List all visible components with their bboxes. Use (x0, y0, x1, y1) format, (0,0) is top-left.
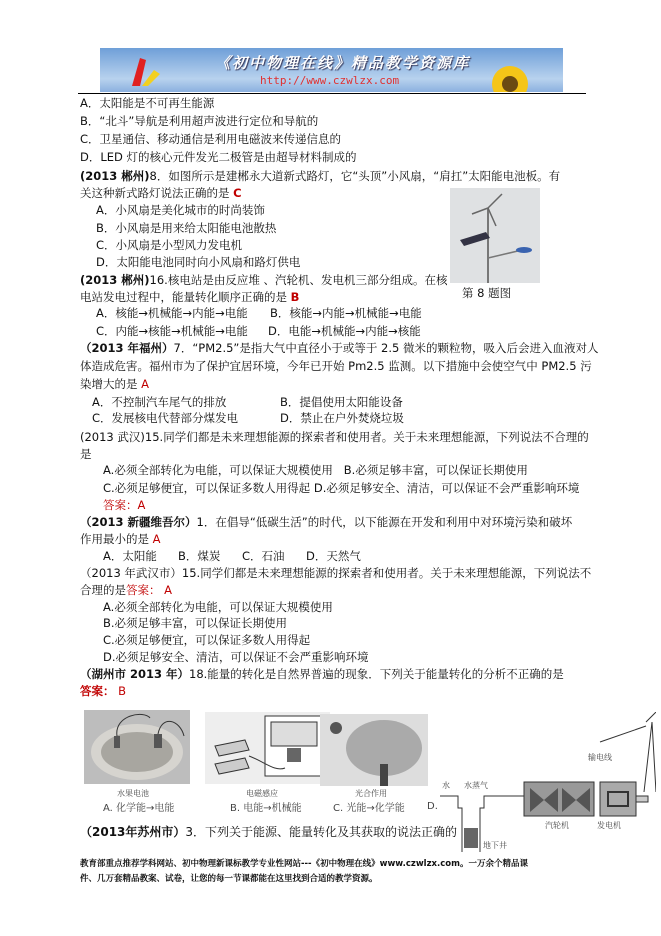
option-d: D．天然气 (306, 549, 361, 563)
well-label: 地下井 (483, 841, 507, 850)
fig-c-label: C. 光能→化学能 (333, 803, 405, 814)
question-8-line2 (80, 185, 242, 201)
banner-title: 《初中物理在线》精品教学资源库 (215, 54, 471, 72)
footer-line1: 教育部重点推荐学科网站、初中物理新课标教学专业性网站---《初中物理在线》www.czwlzx.com。一万余个精品课 (80, 859, 528, 869)
answer: B (118, 684, 127, 698)
fig-d-label: D. (427, 801, 438, 812)
answer: A (164, 583, 173, 597)
header-divider (78, 93, 586, 94)
answer-label: 答案： (126, 583, 161, 597)
electromagnetic-induction-figure (205, 712, 330, 784)
answer-line (80, 683, 126, 699)
stem: 关这种新式路灯说法正确的是 (80, 186, 230, 200)
option-b: B．小风扇是用来给太阳能电池散热 (96, 221, 277, 235)
option-a: A．太阳能 (103, 549, 157, 563)
turbine-label: 汽轮机 (545, 821, 569, 830)
footer-line2: 件、几万套精品教案、试卷，让您的每一节课都能在这里找到合适的教学资源。 (80, 874, 378, 884)
question-1-line1 (80, 514, 572, 530)
source: （2013 年福州） (80, 341, 174, 355)
option-a: A．小风扇是美化城市的时尚装饰 (96, 203, 265, 217)
option-d: D．禁止在户外焚烧垃圾 (280, 411, 404, 425)
option-a: A．核能→机械能→内能→电能 (96, 306, 248, 320)
option-c: C．小风扇是小型风力发电机 (96, 238, 243, 252)
question-15b-line2 (80, 582, 172, 598)
option-row-ab (103, 462, 528, 478)
stem: 18.能量的转化是自然界普遍的现象．下列关于能量转化的分析不正确的是 (189, 667, 564, 681)
source: （2013 年武汉市） (80, 566, 182, 580)
question-15b-line1 (80, 565, 591, 581)
stem: 作用最小的是 (80, 532, 149, 546)
option-b: B．提倡使用太阳能设备 (280, 395, 403, 409)
option-b: B．核能→内能→机械能→电能 (270, 306, 422, 320)
stem: 3．下列关于能源、能量转化及其获取的说法正确的 (185, 825, 458, 839)
stem: 15.同学们都是未来理想能源的探索者和使用者。关于未来理想能源，下列说法不合理的 (144, 430, 589, 444)
answer: A (152, 532, 161, 546)
answer: A (137, 498, 146, 512)
option-b: B．煤炭 (178, 549, 221, 563)
fig-c-title: 光合作用 (355, 789, 387, 798)
answer: B (290, 290, 300, 304)
stem: 8．如图所示是建郴永大道新式路灯，它“头顶”小风扇，“肩扛”太阳能电池板。有 (149, 169, 561, 183)
question-1-line2 (80, 531, 161, 547)
option-d: D．太阳能电池同时向小风扇和路灯供电 (96, 255, 301, 269)
power-line-label: 输电线 (588, 753, 612, 762)
question-8-line1 (80, 168, 560, 184)
option-b: B.必须足够丰富，可以保证长期使用 (103, 616, 288, 630)
option-d: D．LED 灯的核心元件发光二极管是由超导材料制成的 (80, 150, 357, 164)
fig-a-label: A. 化学能→电能 (103, 803, 175, 814)
stem: 1．在倡导“低碳生活”的时代，以下能源在开发和利用中对环境污染和破坏 (196, 515, 573, 529)
question-7-line1 (80, 340, 599, 356)
option-d: D.必须足够安全、清洁，可以保证不会严重影响环境 (103, 650, 369, 664)
source: （2013 新疆维吾尔） (80, 515, 197, 529)
source: (2013 郴州) (80, 169, 150, 183)
source: （湖州市 2013 年） (80, 667, 190, 681)
generator-label: 发电机 (597, 821, 621, 830)
question-3 (80, 824, 457, 840)
option-c: C．石油 (242, 549, 285, 563)
question-7-line2: 体造成危害。福州市为了保护宜居环境，今年已开始 Pm2.5 监测。以下措施中会使空气中 PM2.5 污 (80, 359, 592, 373)
option-d: D.必须足够安全、清洁，可以保证不会严重影响环境 (313, 481, 580, 495)
stem: 16.核电站是由反应堆 、汽轮机、发电机三部分组成。在核 (149, 273, 448, 287)
question-7-line3 (80, 376, 149, 392)
question-15a-line2: 是 (80, 447, 92, 461)
fig-b-title: 电磁感应 (246, 789, 278, 798)
source: (2013 郴州) (80, 273, 150, 287)
stem: 染增大的是 (80, 377, 138, 391)
answer-label: 答案： (80, 684, 115, 698)
figure-caption: 第 8 题图 (462, 286, 512, 300)
fig-b-label: B. 电能→机械能 (230, 803, 302, 814)
fruit-battery-photo (84, 710, 190, 784)
photosynthesis-figure (320, 714, 428, 786)
stem: 电站发电过程中，能量转化顺序正确的是 (80, 290, 287, 304)
option-a: A．太阳能是不可再生能源 (80, 96, 215, 110)
fig-a-title: 水果电池 (117, 789, 149, 798)
site-banner[interactable] (100, 48, 563, 92)
answer-label: 答案： (103, 498, 138, 512)
source: （2013年苏州市） (80, 825, 186, 839)
option-a: A．不控制汽车尾气的排放 (92, 395, 227, 409)
source: (2013 武汉) (80, 430, 145, 444)
steam-label: 水蒸气 (464, 781, 488, 790)
option-b: B.必须足够丰富，可以保证长期使用 (343, 463, 528, 477)
answer-line (103, 497, 145, 513)
sunflower-icon (480, 62, 540, 92)
option-d: D．电能→机械能→内能→核能 (268, 324, 421, 338)
stem: 合理的是 (80, 583, 126, 597)
question-18 (80, 666, 564, 682)
answer: A (141, 377, 150, 391)
option-c: C.必须足够便宜，可以保证多数人用得起 (103, 481, 311, 495)
question-16-line2 (80, 289, 299, 305)
option-b: B．“北斗”导航是利用超声波进行定位和导航的 (80, 114, 319, 128)
water-label: 水 (442, 781, 450, 790)
option-a: A.必须全部转化为电能，可以保证大规模使用 (103, 463, 333, 477)
street-lamp-photo (450, 188, 540, 283)
option-c: C．发展核电代替部分煤发电 (92, 411, 239, 425)
stem: 7．“PM2.5”是指大气中直径小于或等于 2.5 微米的颗粒物，吸入后会进入血液对人 (173, 341, 599, 355)
option-row-cd (103, 480, 579, 496)
question-16-line1 (80, 272, 447, 288)
answer: C (233, 186, 242, 200)
banner-url[interactable]: http://www.czwlzx.com (260, 74, 400, 87)
option-c: C．内能→核能→机械能→电能 (96, 324, 248, 338)
option-a: A.必须全部转化为电能，可以保证大规模使用 (103, 600, 333, 614)
stem: 15.同学们都是未来理想能源的探索者和使用者。关于未来理想能源，下列说法不 (181, 566, 592, 580)
logo-icon (128, 56, 164, 88)
question-15a-line1 (80, 429, 589, 445)
option-c: C.必须足够便宜，可以保证多数人用得起 (103, 633, 311, 647)
option-c: C．卫星通信、移动通信是利用电磁波来传递信息的 (80, 132, 342, 146)
